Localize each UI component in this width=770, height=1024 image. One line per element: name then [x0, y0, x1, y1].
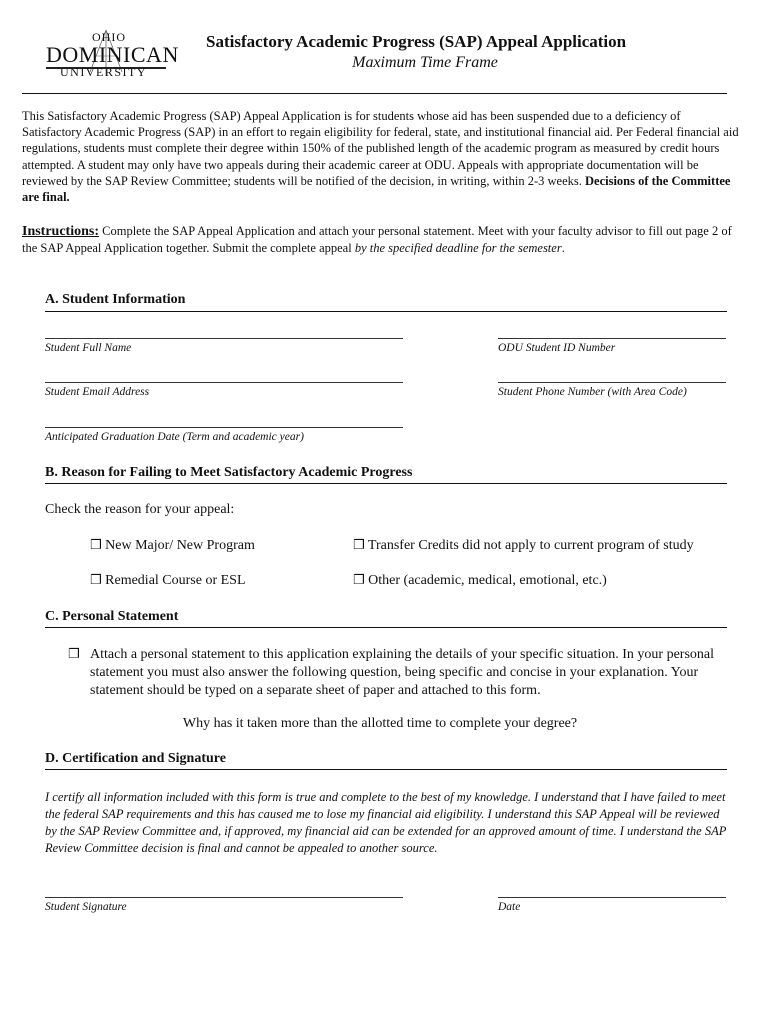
section-a-title: A. Student Information — [45, 292, 186, 307]
section-d-title: D. Certification and Signature — [45, 751, 226, 766]
checkbox-remedial-label: Remedial Course or ESL — [105, 573, 246, 588]
personal-statement-text: Attach a personal statement to this application explaining the details of your specific situation. In your personal statement you must also answer the following question, being specific and concise in your explanation. Your statement should be typed on a separate sheet of paper and attached to this form. — [90, 647, 714, 699]
checkbox-icon: ❒ — [90, 573, 102, 588]
date-field[interactable] — [498, 897, 726, 898]
student-id-field[interactable] — [498, 338, 726, 339]
checkbox-transfer[interactable] — [353, 538, 694, 554]
instructions-label: Instructions: — [22, 224, 100, 239]
email-label: Student Email Address — [45, 386, 150, 398]
certification-text: I certify all information included with this form is true and complete to the best of my knowledge. I understand that I have failed to meet the federal SAP requirements and this has caused me to lose my financial aid eligibility. I understand this SAP Appeal will be reviewed by the SAP Review Committee and, if approved, my financial aid can be extended for an approved amount of time. I understand the SAP Review Committee decision is final and cannot be appealed to another source. — [45, 790, 727, 855]
checkbox-remedial[interactable] — [90, 573, 246, 589]
checkbox-personal-statement[interactable]: ❒ — [68, 647, 80, 662]
checkbox-transfer-label: Transfer Credits did not apply to current program of study — [367, 538, 694, 553]
statement-question: Why has it taken more than the allotted time to complete your degree? — [182, 716, 578, 731]
section-b-title: B. Reason for Failing to Meet Satisfactory Academic Progress — [45, 465, 413, 480]
checkbox-other-label: Other (academic, medical, emotional, etc.) — [368, 573, 607, 588]
student-id-label: ODU Student ID Number — [498, 342, 616, 354]
section-b-divider — [45, 483, 727, 484]
logo-line-ohio: OHIO — [92, 30, 126, 44]
instructions-text: Complete the SAP Appeal Application and attach your personal statement. Meet with your faculty advisor to fill out page 2 of the SAP Appeal Application together. Submit the complete appeal — [22, 224, 732, 256]
header-divider — [22, 93, 727, 94]
reason-prompt: Check the reason for your appeal: — [45, 502, 235, 517]
grad-date-label: Anticipated Graduation Date (Term and academic year) — [45, 431, 304, 443]
grad-date-field[interactable] — [45, 427, 403, 428]
section-c-divider — [45, 627, 727, 628]
checkbox-icon: ❒ — [353, 538, 365, 553]
date-label: Date — [498, 901, 521, 913]
intro-bold-note: Decisions of the Committee are final. — [22, 173, 731, 205]
page-subtitle: Maximum Time Frame — [352, 54, 498, 71]
email-field[interactable] — [45, 382, 403, 383]
logo-line-dominican: DOMINICAN — [46, 42, 179, 67]
phone-label: Student Phone Number (with Area Code) — [498, 386, 687, 398]
instructions-paragraph — [22, 223, 742, 256]
signature-label: Student Signature — [45, 901, 127, 913]
checkbox-other[interactable] — [353, 573, 607, 589]
intro-paragraph — [22, 108, 742, 205]
section-d-divider — [45, 769, 727, 770]
signature-field[interactable] — [45, 897, 403, 898]
checkbox-icon: ❒ — [353, 573, 365, 588]
checkbox-new-major-label: New Major/ New Program — [105, 538, 255, 553]
checkbox-new-major[interactable] — [90, 538, 255, 554]
instructions-end: . — [561, 241, 565, 256]
logo-line-university: UNIVERSITY — [60, 65, 147, 79]
phone-field[interactable] — [498, 382, 726, 383]
intro-text: This Satisfactory Academic Progress (SAP) Appeal Application is for students whose aid has been suspended due to a deficiency of Satisfactory Academic Progress (SAP) in an effort to regain eligibility for federal, state, and institutional financial aid. Per Federal financial aid regulations, students must complete their degree within 150% of the published length of the academic program as measured by credit hours attempted. A student may only have two appeals during their academic career at ODU. Appeals with appropriate documentation will be reviewed by the SAP Review Committee; students will be notified of the decision, in writing, within 2-3 weeks. — [22, 109, 739, 188]
page-title: Satisfactory Academic Progress (SAP) Appeal Application — [206, 32, 627, 51]
full-name-field[interactable] — [45, 338, 403, 339]
full-name-label: Student Full Name — [45, 342, 132, 354]
instructions-deadline: by the specified deadline for the semester — [354, 241, 562, 256]
checkbox-icon: ❒ — [90, 538, 102, 553]
section-c-title: C. Personal Statement — [45, 609, 179, 624]
section-a-divider — [45, 311, 727, 312]
